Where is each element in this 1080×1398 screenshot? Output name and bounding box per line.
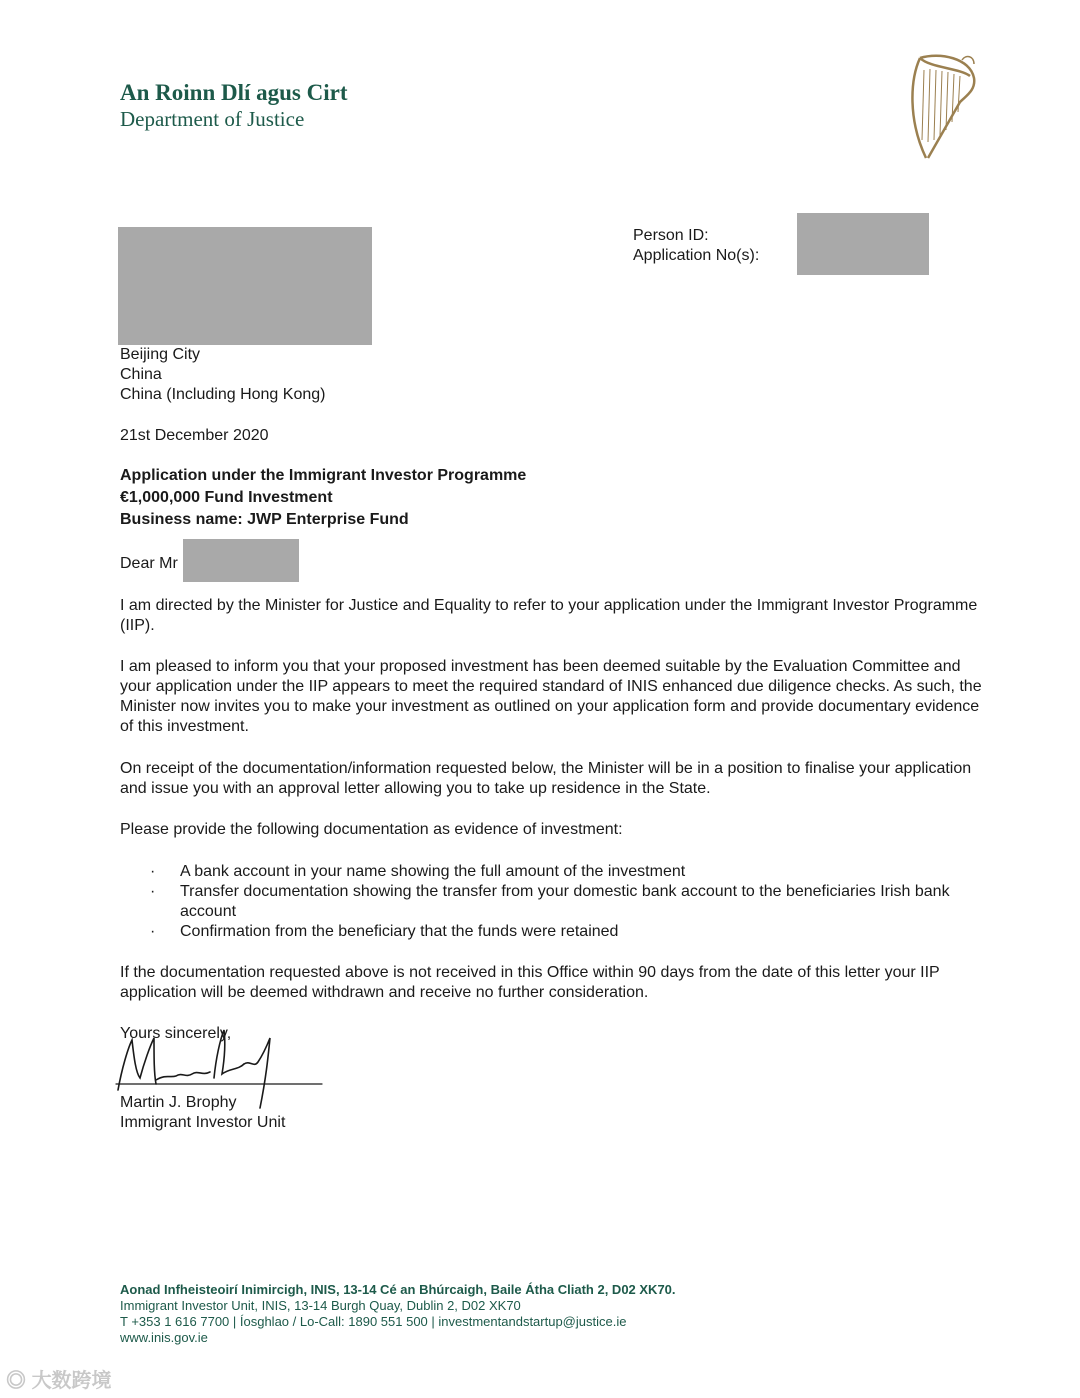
redacted-surname [183, 539, 299, 582]
address-line: China [120, 366, 162, 383]
closing: Yours sincerely, [120, 1025, 232, 1042]
salutation: Dear Mr [120, 555, 178, 572]
subject-line: Application under the Immigrant Investor Programme [120, 467, 527, 484]
list-item-text: A bank account in your name showing the full amount of the investment [180, 863, 686, 880]
address-line: Beijing City [120, 346, 201, 363]
letter-date: 21st December 2020 [120, 427, 269, 444]
list-item-text: Confirmation from the beneficiary that the funds were retained [180, 923, 619, 940]
signatory-unit: Immigrant Investor Unit [120, 1114, 286, 1131]
watermark-logo-icon: ◎ [6, 1370, 32, 1392]
evidence-list [150, 862, 970, 942]
list-item [150, 862, 970, 882]
body-paragraph: On receipt of the documentation/information requested below, the Minister will be in a position to finalise your application and issue you with an approval letter allowing you to take up residence in the State. [120, 760, 972, 797]
list-item [150, 922, 970, 942]
redacted-reference-numbers [797, 213, 929, 275]
list-item-text: Transfer documentation showing the transfer from your domestic bank account to the beneficiaries Irish bank account [180, 883, 950, 920]
department-name-english: Department of Justice [120, 107, 305, 131]
body-paragraph: Please provide the following documentation as evidence of investment: [120, 821, 623, 838]
application-number-label: Application No(s): [633, 247, 760, 264]
department-name-irish: An Roinn Dlí agus Cirt [120, 80, 348, 105]
watermark [6, 1364, 112, 1393]
footer-address-english: Immigrant Investor Unit, INIS, 13-14 Burgh Quay, Dublin 2, D02 XK70 [120, 1298, 521, 1313]
signatory-name: Martin J. Brophy [120, 1094, 237, 1111]
harp-emblem-icon [900, 50, 980, 162]
subject-line: €1,000,000 Fund Investment [120, 489, 333, 506]
subject-line: Business name: JWP Enterprise Fund [120, 511, 409, 528]
address-line: China (Including Hong Kong) [120, 386, 326, 403]
body-paragraph: I am pleased to inform you that your proposed investment has been deemed suitable by the Evaluation Committee and your application under the IIP appears to meet the required standard of INIS enhanced due diligence checks. As such, the Minister now invites you to make your investment as outlined on your application form and provide documentary evidence of this investment. [120, 658, 982, 735]
redacted-recipient-name [118, 227, 372, 345]
bullet-marker: · [150, 863, 156, 880]
list-item [150, 882, 970, 922]
footer-website: www.inis.gov.ie [120, 1330, 208, 1345]
footer-contact: T +353 1 616 7700 | Íosghlao / Lo-Call: 1890 551 500 | investmentandstartup@justice.ie [120, 1314, 627, 1329]
bullet-marker: · [150, 883, 156, 900]
person-id-label: Person ID: [633, 227, 709, 244]
bullet-marker: · [150, 923, 156, 940]
footer-address-irish: Aonad Infheisteoirí Inimircigh, INIS, 13-14 Cé an Bhúrcaigh, Baile Átha Cliath 2, D02 XK70. [120, 1282, 676, 1297]
watermark-text: 大数跨境 [31, 1370, 112, 1392]
body-paragraph: I am directed by the Minister for Justice and Equality to refer to your application under the Immigrant Investor Programme (IIP). [120, 597, 978, 634]
body-paragraph: If the documentation requested above is not received in this Office within 90 days from the date of this letter your IIP application will be deemed withdrawn and receive no further consideration. [120, 964, 940, 1001]
